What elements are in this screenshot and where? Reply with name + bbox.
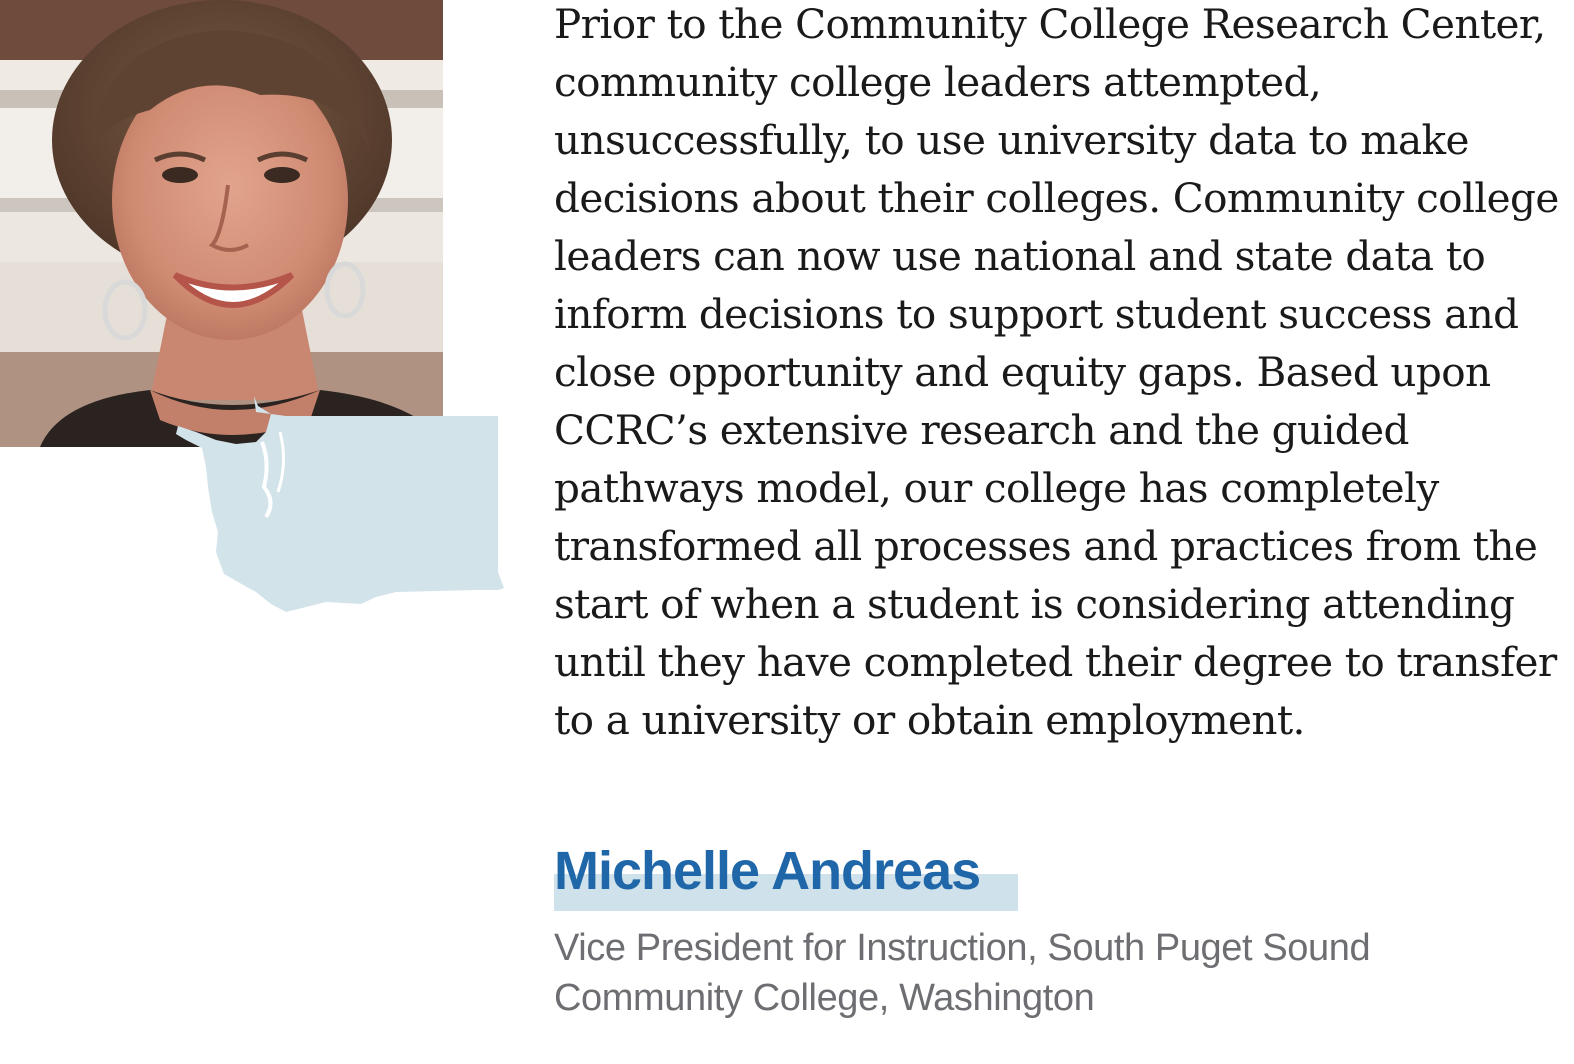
quote-line: start of when a student is considering attending: [554, 580, 1515, 628]
quote-line: inform decisions to support student success and: [554, 290, 1519, 338]
quote-line: until they have completed their degree to transfer: [554, 638, 1557, 686]
quote-line: leaders can now use national and state data to: [554, 232, 1486, 280]
person-title-line: Community College, Washington: [554, 977, 1095, 1019]
person-name: Michelle Andreas: [554, 841, 981, 901]
washington-state-icon: [176, 392, 508, 617]
portrait-photo: [0, 0, 443, 447]
person-title: [554, 923, 1370, 1023]
quote-line: Prior to the Community College Research Center,: [554, 0, 1546, 48]
quote-line: pathways model, our college has completely: [554, 464, 1439, 512]
quote-line: CCRC’s extensive research and the guided: [554, 406, 1409, 454]
quote-line: close opportunity and equity gaps. Based upon: [554, 348, 1491, 396]
testimonial-quote: [554, 0, 1569, 749]
quote-line: transformed all processes and practices from the: [554, 522, 1538, 570]
quote-line: decisions about their colleges. Community college: [554, 174, 1559, 222]
quote-line: community college leaders attempted,: [554, 58, 1322, 106]
person-name-block: [554, 838, 980, 904]
person-title-line: Vice President for Instruction, South Puget Sound: [554, 927, 1371, 969]
quote-line: unsuccessfully, to use university data to make: [554, 116, 1469, 164]
quote-line: to a university or obtain employment.: [554, 696, 1305, 744]
